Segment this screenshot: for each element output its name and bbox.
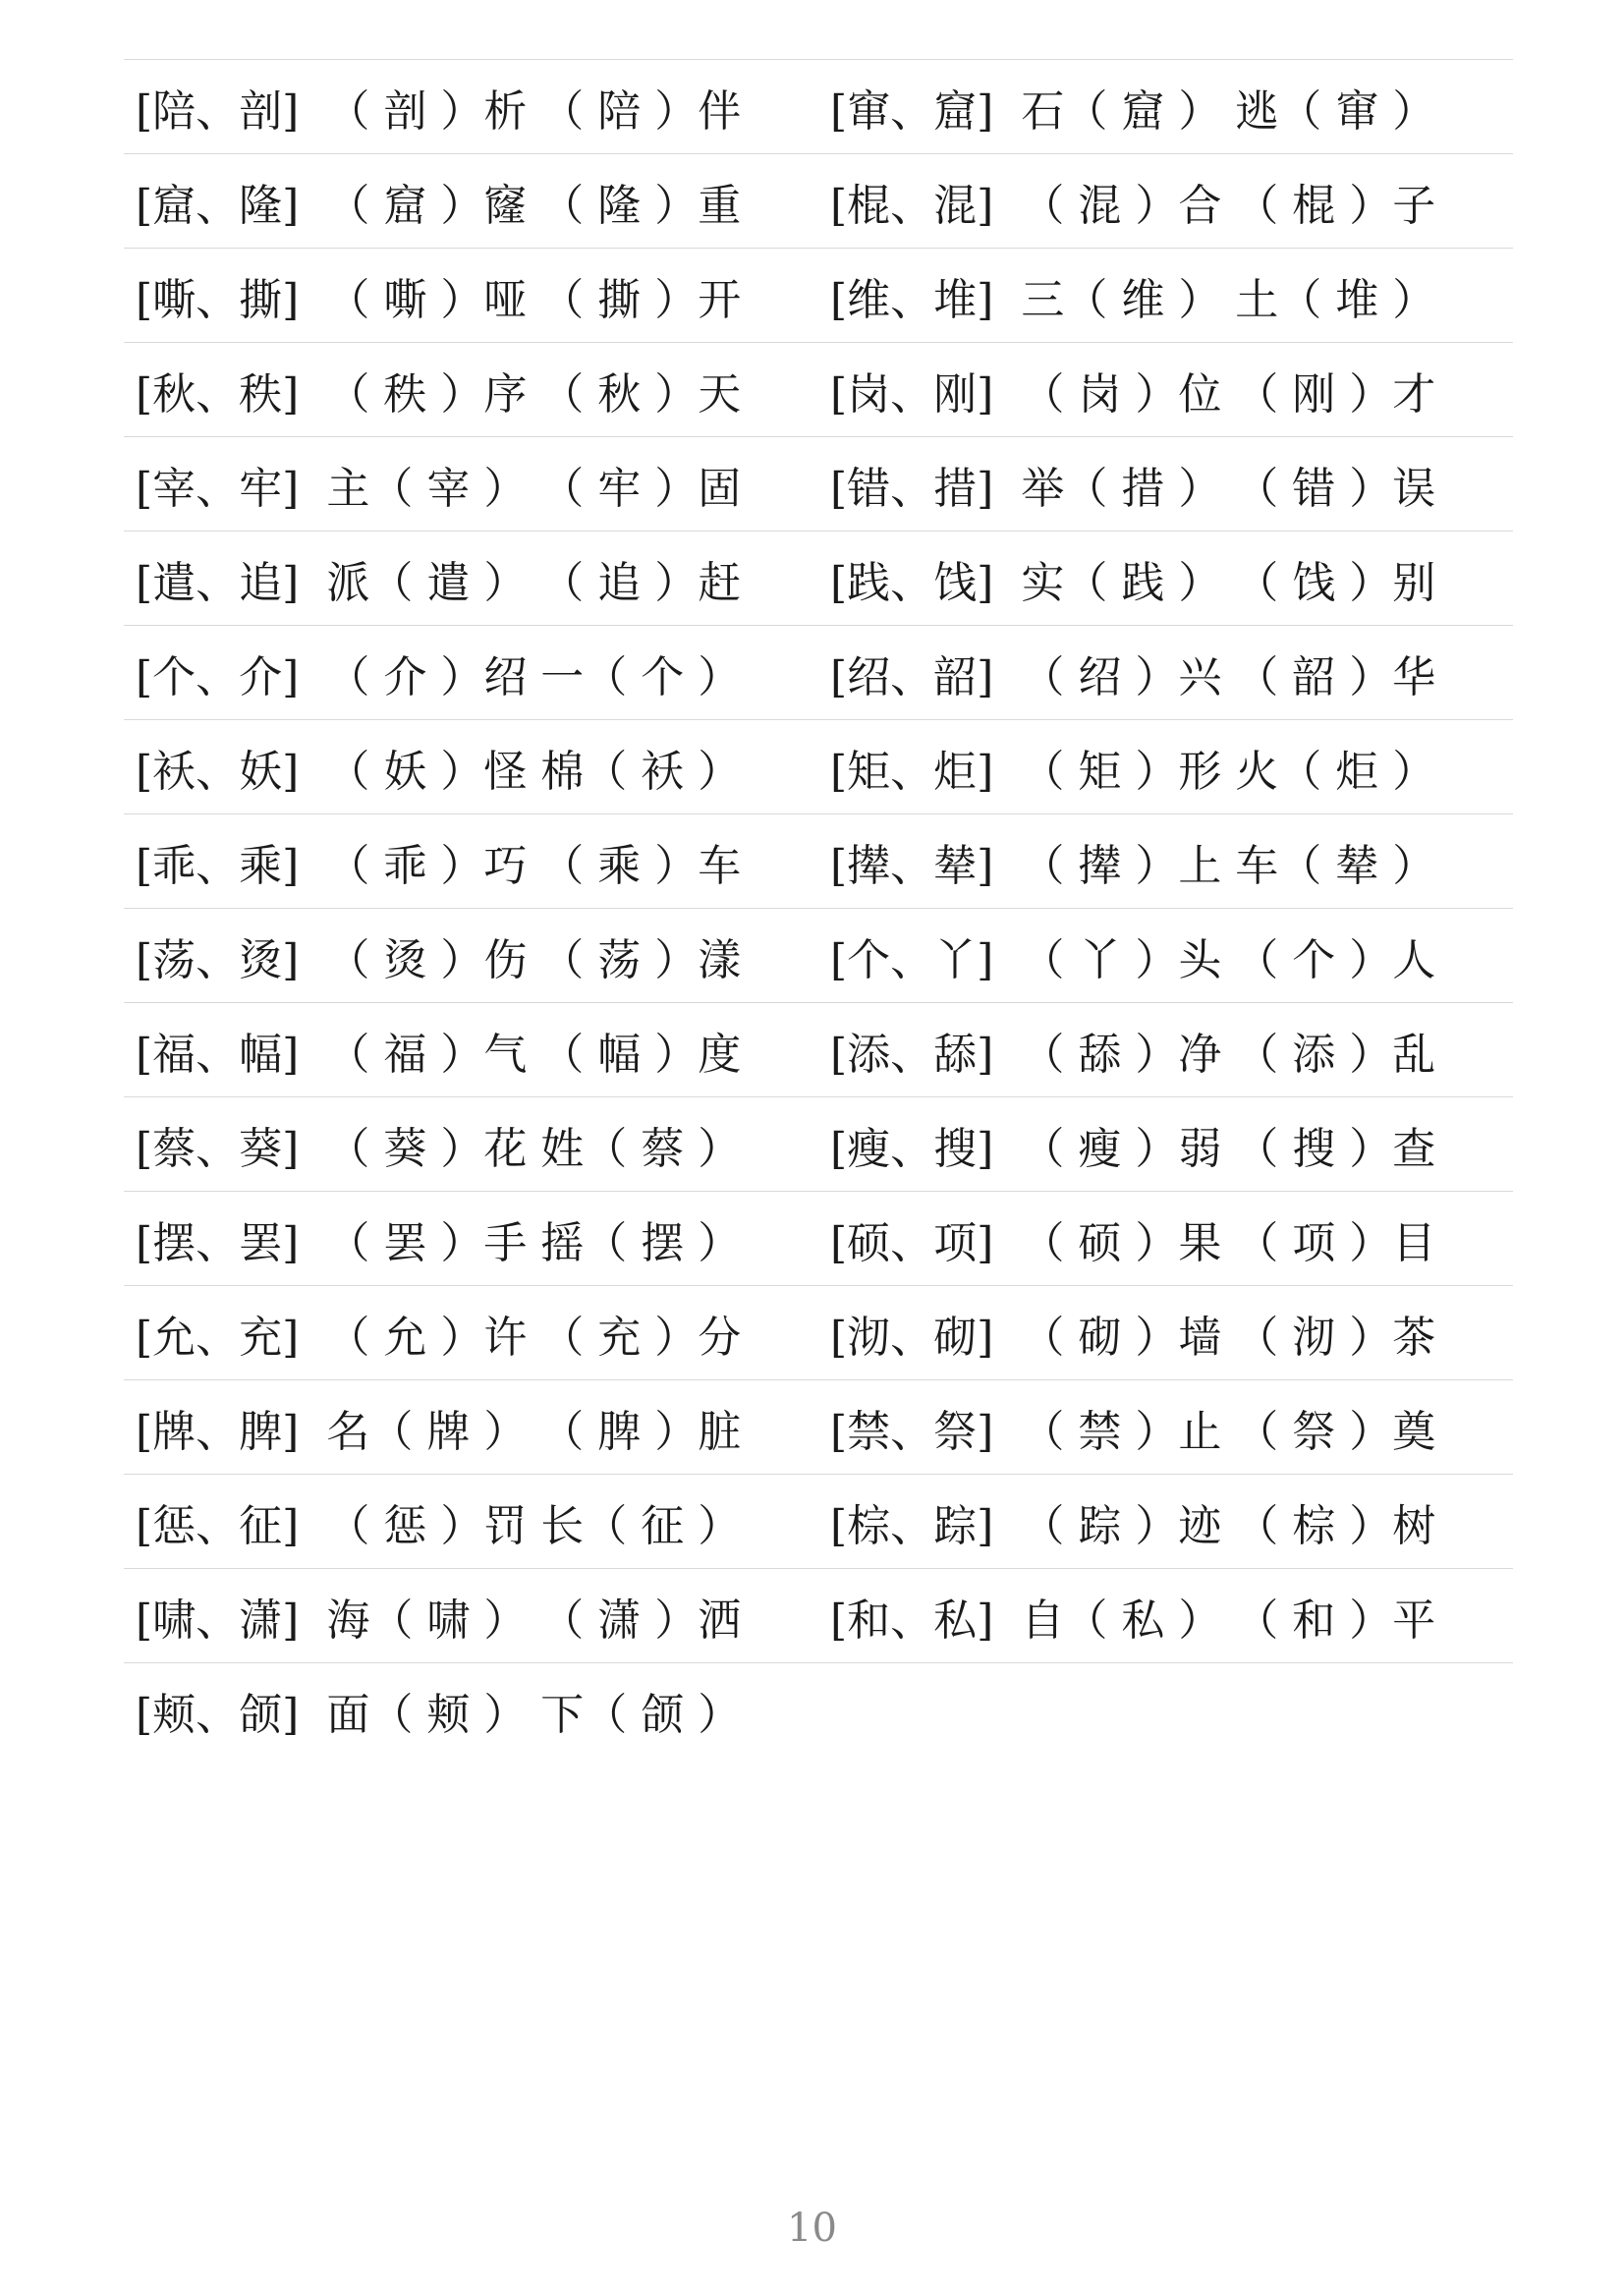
character-pair: [遣、追] xyxy=(136,557,300,608)
example-phrases: （ 剖 ）析 （ 陪 ）伴 xyxy=(326,85,742,137)
example-phrases: 名（ 牌 ） （ 脾 ）脏 xyxy=(326,1406,742,1457)
word-pair-cell-left xyxy=(124,1286,818,1380)
word-pair-cell-right xyxy=(818,1663,1513,1758)
character-pair: [岗、刚] xyxy=(830,368,994,420)
example-phrases: （ 砌 ）墙 （ 沏 ）茶 xyxy=(1021,1312,1436,1363)
character-pair: [硕、项] xyxy=(830,1217,994,1268)
word-pair-cell-left xyxy=(124,1003,818,1097)
word-pair-cell-left xyxy=(124,532,818,626)
example-phrases: （ 绍 ）兴 （ 韶 ）华 xyxy=(1021,651,1436,702)
example-phrases: 海（ 啸 ） （ 潇 ）洒 xyxy=(326,1595,742,1646)
word-pair-cell-right xyxy=(818,154,1513,249)
example-phrases: （ 踪 ）迹 （ 棕 ）树 xyxy=(1021,1500,1436,1551)
word-pair-cell-left xyxy=(124,249,818,343)
example-phrases: 石（ 窟 ） 逃（ 窜 ） xyxy=(1021,85,1436,137)
word-pair-cell-right xyxy=(818,814,1513,909)
character-pair: [错、措] xyxy=(830,463,994,514)
word-pair-cell-left xyxy=(124,1097,818,1192)
example-phrases: 三（ 维 ） 土（ 堆 ） xyxy=(1021,274,1436,325)
word-pair-cell-left xyxy=(124,909,818,1003)
character-pair: [个、介] xyxy=(136,651,300,702)
word-pair-cell-left xyxy=(124,814,818,909)
word-pair-table xyxy=(124,60,1513,1758)
character-pair: [乖、乘] xyxy=(136,840,300,891)
character-pair: [和、私] xyxy=(830,1595,994,1646)
word-pair-cell-left xyxy=(124,437,818,532)
character-pair: [禁、祭] xyxy=(830,1406,994,1457)
character-pair: [蔡、葵] xyxy=(136,1123,300,1174)
example-phrases: （ 岗 ）位 （ 刚 ）才 xyxy=(1021,368,1436,420)
example-phrases: （ 硕 ）果 （ 项 ）目 xyxy=(1021,1217,1436,1268)
character-pair: [啸、潇] xyxy=(136,1595,300,1646)
example-phrases: （ 妖 ）怪 棉（ 袄 ） xyxy=(326,746,742,797)
page-number: 10 xyxy=(787,2206,837,2251)
example-phrases: （ 瘦 ）弱 （ 搜 ）查 xyxy=(1021,1123,1436,1174)
character-pair: [惩、征] xyxy=(136,1500,300,1551)
example-phrases: （ 惩 ）罚 长（ 征 ） xyxy=(326,1500,742,1551)
example-phrases: 派（ 遣 ） （ 追 ）赶 xyxy=(326,557,742,608)
character-pair: [践、饯] xyxy=(830,557,994,608)
example-phrases: 面（ 颊 ） 下（ 颌 ） xyxy=(326,1690,742,1740)
word-pair-cell-left xyxy=(124,1569,818,1663)
word-pair-cell-left xyxy=(124,720,818,814)
example-phrases: （ 介 ）绍 一（ 个 ） xyxy=(326,651,742,702)
word-pair-cell-left xyxy=(124,1192,818,1286)
character-pair: [秋、秩] xyxy=(136,368,300,420)
example-phrases: （ 窟 ）窿 （ 隆 ）重 xyxy=(326,180,742,231)
character-pair: [个、丫] xyxy=(830,934,994,985)
character-pair: [颊、颌] xyxy=(136,1690,300,1740)
character-pair: [维、堆] xyxy=(830,274,994,325)
example-phrases: （ 丫 ）头 （ 个 ）人 xyxy=(1021,934,1436,985)
character-pair: [瘦、搜] xyxy=(830,1123,994,1174)
word-pair-cell-right xyxy=(818,437,1513,532)
example-phrases: （ 矩 ）形 火（ 炬 ） xyxy=(1021,746,1436,797)
example-phrases: （ 舔 ）净 （ 添 ）乱 xyxy=(1021,1029,1436,1080)
example-phrases: （ 混 ）合 （ 棍 ）子 xyxy=(1021,180,1436,231)
example-phrases: （ 福 ）气 （ 幅 ）度 xyxy=(326,1029,742,1080)
example-phrases: （ 允 ）许 （ 充 ）分 xyxy=(326,1312,742,1363)
character-pair: [棕、踪] xyxy=(830,1500,994,1551)
character-pair: [陪、剖] xyxy=(136,85,300,137)
example-phrases: （ 秩 ）序 （ 秋 ）天 xyxy=(326,368,742,420)
example-phrases: （ 葵 ）花 姓（ 蔡 ） xyxy=(326,1123,742,1174)
word-pair-cell-left xyxy=(124,1663,818,1758)
character-pair: [绍、韶] xyxy=(830,651,994,702)
word-pair-cell-right xyxy=(818,249,1513,343)
character-pair: [摆、罢] xyxy=(136,1217,300,1268)
word-pair-cell-left xyxy=(124,626,818,720)
character-pair: [添、舔] xyxy=(830,1029,994,1080)
example-phrases: （ 嘶 ）哑 （ 撕 ）开 xyxy=(326,274,742,325)
word-pair-cell-right xyxy=(818,1097,1513,1192)
word-pair-cell-left xyxy=(124,343,818,437)
character-pair: [嘶、撕] xyxy=(136,274,300,325)
example-phrases: 实（ 践 ） （ 饯 ）别 xyxy=(1021,557,1436,608)
word-pair-cell-right xyxy=(818,60,1513,154)
example-phrases: 自（ 私 ） （ 和 ）平 xyxy=(1021,1595,1436,1646)
word-pair-cell-right xyxy=(818,720,1513,814)
example-phrases: （ 撵 ）上 车（ 辇 ） xyxy=(1021,840,1436,891)
word-pair-cell-right xyxy=(818,532,1513,626)
word-pair-cell-right xyxy=(818,343,1513,437)
word-pair-cell-right xyxy=(818,1286,1513,1380)
character-pair: [沏、砌] xyxy=(830,1312,994,1363)
character-pair: [福、幅] xyxy=(136,1029,300,1080)
word-pair-cell-left xyxy=(124,1380,818,1475)
word-pair-cell-right xyxy=(818,1192,1513,1286)
character-pair: [荡、烫] xyxy=(136,934,300,985)
example-phrases: 主（ 宰 ） （ 牢 ）固 xyxy=(326,463,742,514)
example-phrases: （ 烫 ）伤 （ 荡 ）漾 xyxy=(326,934,742,985)
example-phrases: （ 罢 ）手 摇（ 摆 ） xyxy=(326,1217,742,1268)
example-phrases: 举（ 措 ） （ 错 ）误 xyxy=(1021,463,1436,514)
character-pair: [矩、炬] xyxy=(830,746,994,797)
word-pair-cell-right xyxy=(818,1003,1513,1097)
word-pair-cell-right xyxy=(818,1569,1513,1663)
character-pair: [窟、隆] xyxy=(136,180,300,231)
word-pair-cell-right xyxy=(818,1380,1513,1475)
character-pair: [棍、混] xyxy=(830,180,994,231)
character-pair: [宰、牢] xyxy=(136,463,300,514)
character-pair: [撵、辇] xyxy=(830,840,994,891)
character-pair: [牌、脾] xyxy=(136,1406,300,1457)
character-pair: [袄、妖] xyxy=(136,746,300,797)
word-pair-cell-right xyxy=(818,1475,1513,1569)
word-pair-cell-left xyxy=(124,154,818,249)
example-phrases: （ 禁 ）止 （ 祭 ）奠 xyxy=(1021,1406,1436,1457)
word-pair-cell-left xyxy=(124,60,818,154)
word-pair-cell-left xyxy=(124,1475,818,1569)
character-pair: [窜、窟] xyxy=(830,85,994,137)
word-pair-cell-right xyxy=(818,626,1513,720)
character-pair: [允、充] xyxy=(136,1312,300,1363)
word-pair-cell-right xyxy=(818,909,1513,1003)
example-phrases: （ 乖 ）巧 （ 乘 ）车 xyxy=(326,840,742,891)
